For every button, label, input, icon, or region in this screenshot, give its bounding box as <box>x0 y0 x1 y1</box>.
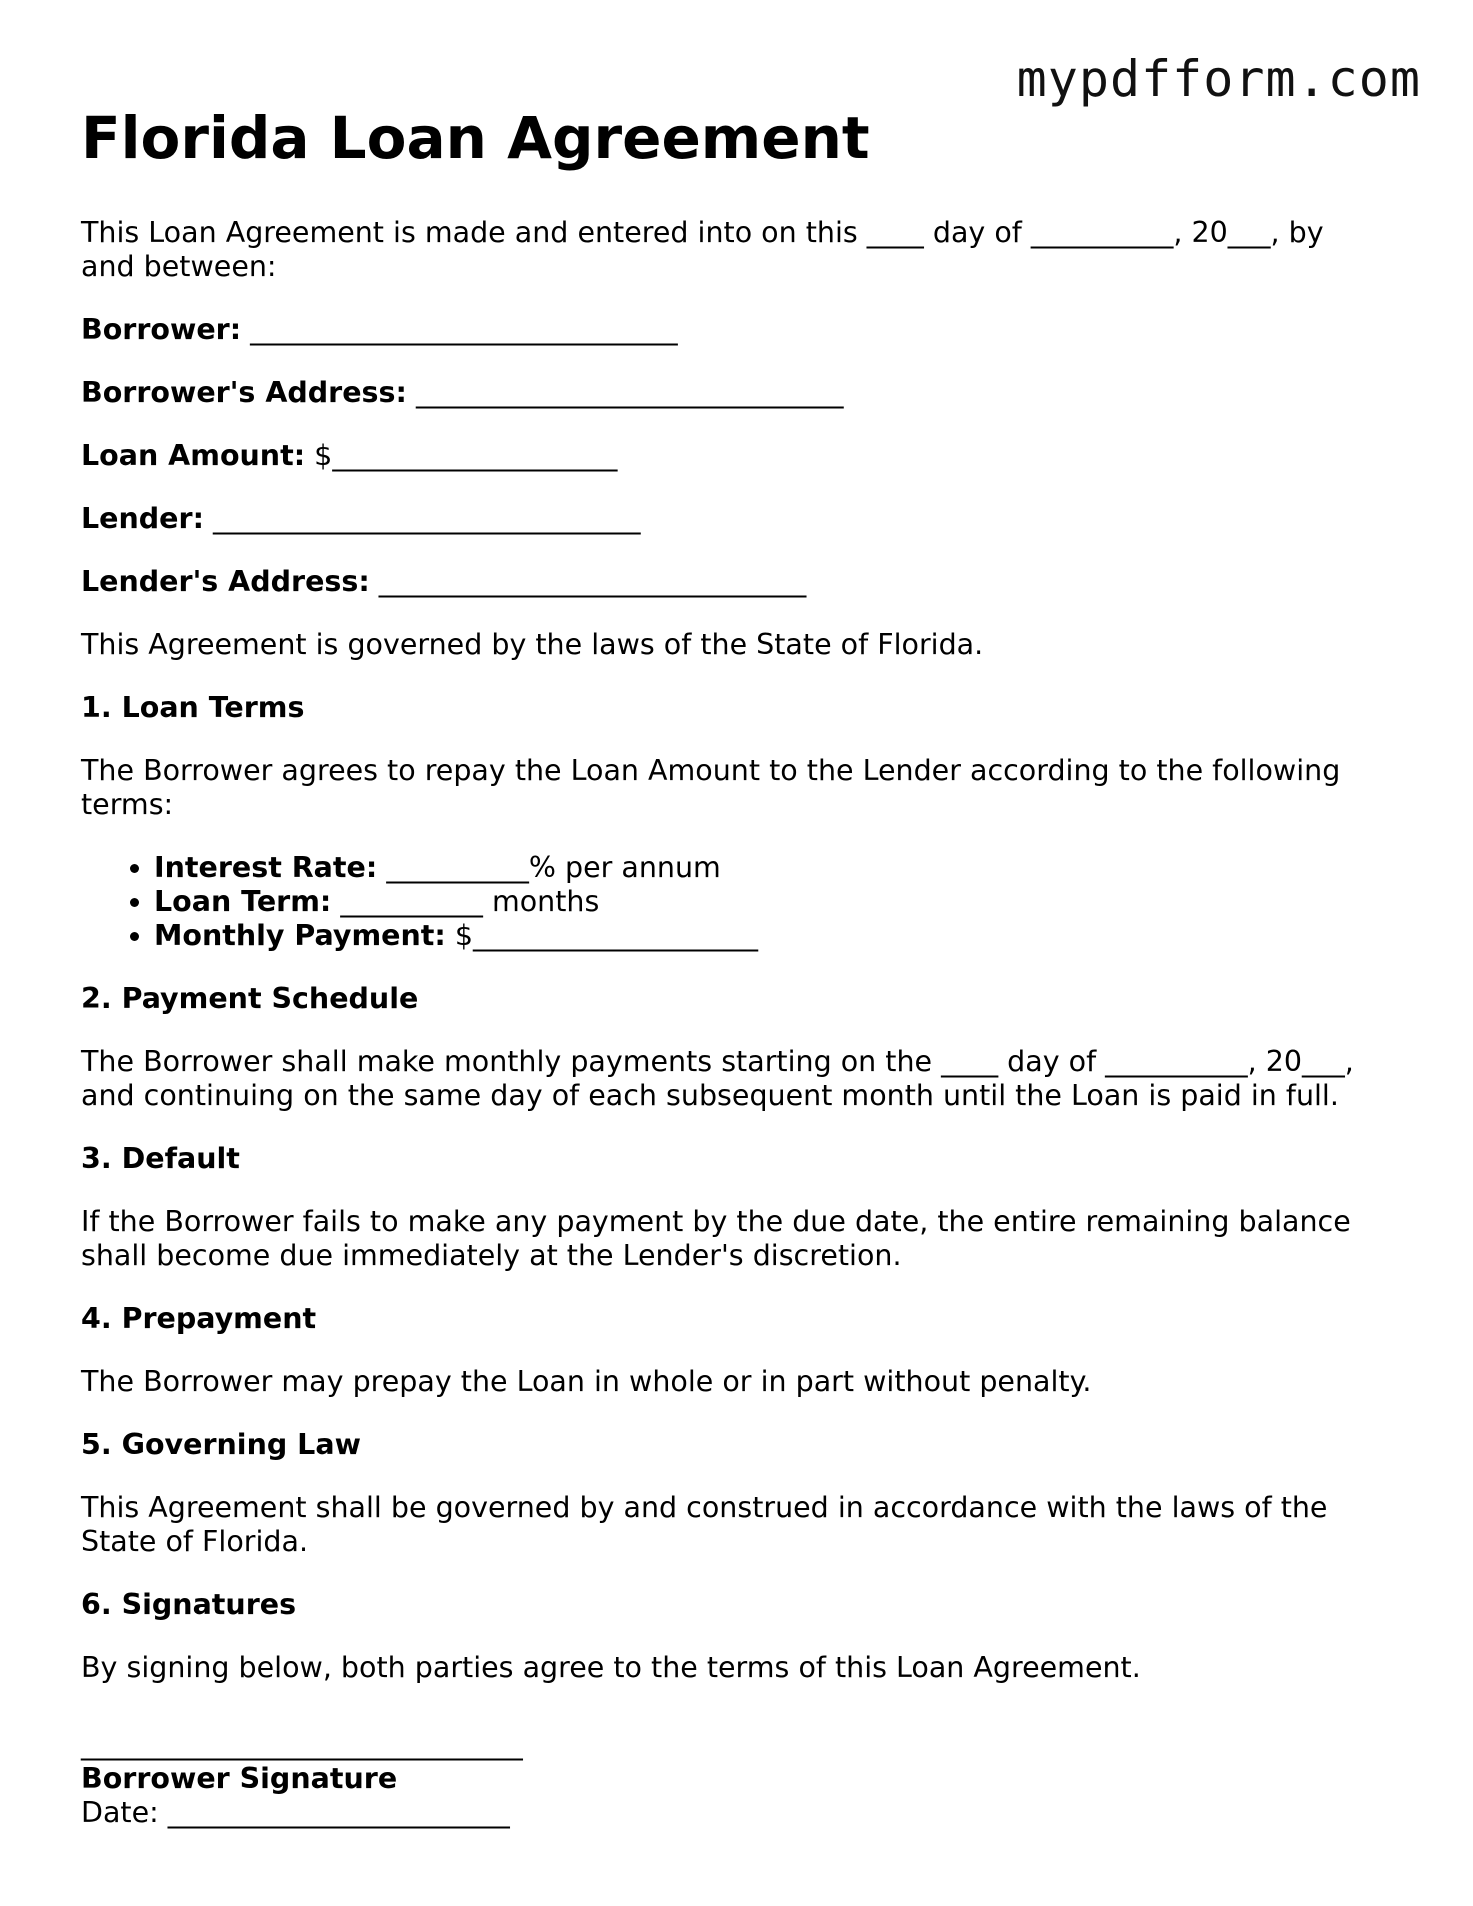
section-body-default: If the Borrower fails to make any payment by the due date, the entire remaining balance shall become due immediately at the Lender's discretion. <box>81 1205 1351 1272</box>
field-lender-address <box>81 565 1381 599</box>
field-label: Borrower's Address: <box>81 376 407 409</box>
field-label: Lender's Address: <box>81 565 370 598</box>
item-blank[interactable]: $____________________ <box>445 919 759 952</box>
section-body-governing-law: This Agreement shall be governed by and construed in accordance with the laws of the State of Florida. <box>81 1491 1328 1558</box>
field-borrower <box>81 313 1381 347</box>
section-body-prepayment: The Borrower may prepay the Loan in whole or in part without penalty. <box>81 1365 1092 1398</box>
list-item-interest-rate <box>154 851 1381 885</box>
section-body-loan-terms: The Borrower agrees to repay the Loan Amount to the Lender according to the following terms: <box>81 754 1341 821</box>
item-label: Monthly Payment: <box>154 919 446 952</box>
document-title: Florida Loan Agreement <box>81 104 870 172</box>
borrower-signature-label: Borrower Signature <box>81 1762 398 1795</box>
field-label: Loan Amount: <box>81 439 306 472</box>
field-blank[interactable]: ______________________________ <box>203 502 641 535</box>
loan-terms-list <box>81 851 1381 953</box>
field-lender <box>81 502 1381 536</box>
item-blank[interactable]: __________ months <box>331 885 600 918</box>
governed-statement: This Agreement is governed by the laws of the State of Florida. <box>81 628 984 661</box>
section-title-governing-law: 5. Governing Law <box>81 1428 361 1461</box>
signature-line[interactable]: _______________________________ <box>81 1728 523 1761</box>
list-item-loan-term <box>154 885 1381 919</box>
item-label: Loan Term: <box>154 885 332 918</box>
borrower-signature-block <box>81 1728 1381 1830</box>
section-title-payment-schedule: 2. Payment Schedule <box>81 982 419 1015</box>
field-blank[interactable]: ______________________________ <box>241 313 678 346</box>
section-title-loan-terms: 1. Loan Terms <box>81 691 305 724</box>
item-blank[interactable]: __________% per annum <box>377 851 721 884</box>
intro-paragraph: This Loan Agreement is made and entered into on this ____ day of __________, 20___, by and between: <box>81 216 1324 283</box>
field-blank[interactable]: $____________________ <box>305 439 618 472</box>
field-label: Borrower: <box>81 313 242 346</box>
field-blank[interactable]: ______________________________ <box>406 376 844 409</box>
section-title-prepayment: 4. Prepayment <box>81 1302 317 1335</box>
signature-date-row <box>81 1796 1381 1830</box>
list-item-monthly-payment <box>154 919 1381 953</box>
section-body-payment-schedule: The Borrower shall make monthly payments starting on the ____ day of __________, 20___, and continuing on the same day of each subsequent month until the Loan is paid in full. <box>81 1045 1354 1112</box>
date-label: Date: <box>81 1796 159 1829</box>
section-title-signatures: 6. Signatures <box>81 1588 297 1621</box>
field-blank[interactable]: ______________________________ <box>369 565 807 598</box>
document-page <box>81 96 1381 1830</box>
site-watermark: mypdfform.com <box>1016 50 1421 108</box>
field-label: Lender: <box>81 502 204 535</box>
field-borrower-address <box>81 376 1381 410</box>
date-blank[interactable]: ________________________ <box>158 1796 510 1829</box>
item-label: Interest Rate: <box>154 851 378 884</box>
section-title-default: 3. Default <box>81 1142 240 1175</box>
section-body-signatures: By signing below, both parties agree to the terms of this Loan Agreement. <box>81 1651 1141 1684</box>
field-loan-amount <box>81 439 1381 473</box>
